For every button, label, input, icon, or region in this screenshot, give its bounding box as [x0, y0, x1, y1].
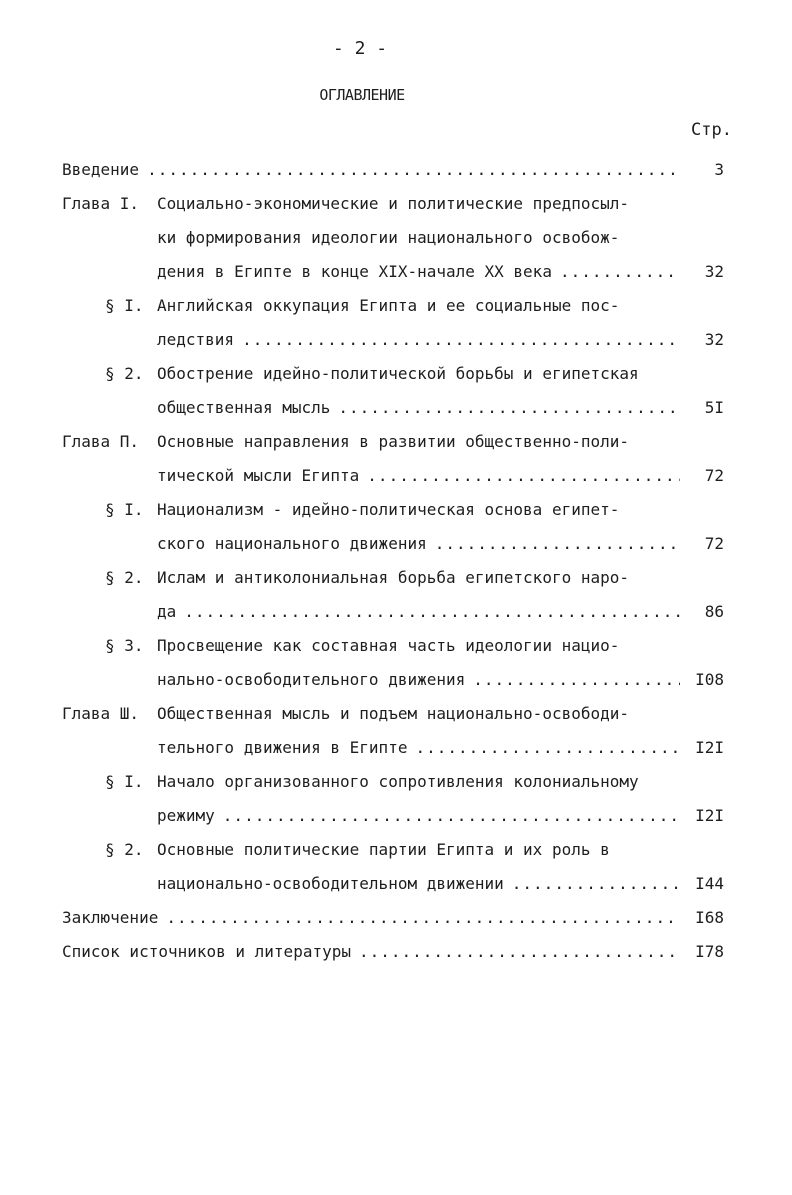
toc-page-number: 86 [704, 602, 724, 621]
dot-leader [367, 464, 680, 488]
toc-page-number: 3 [714, 160, 724, 179]
toc-line [0, 430, 724, 454]
page-number: - 2 - [332, 38, 388, 59]
toc-line [0, 668, 724, 692]
toc-page-number: I68 [695, 908, 724, 927]
toc-line [0, 192, 724, 216]
toc-line [0, 396, 724, 420]
chapter-label: Глава Ш. [62, 704, 140, 723]
toc-line [0, 294, 724, 318]
dot-leader [359, 940, 680, 964]
toc-line [0, 158, 724, 182]
toc-line [0, 260, 724, 284]
toc-page-number: I2I [695, 738, 724, 757]
toc-entry-text: Список источников и литературы [62, 942, 351, 961]
section-label: § 2. [105, 568, 144, 587]
toc-entry-text: Основные политические партии Египта и их роль в [157, 840, 610, 859]
toc-entry-text: национально-освободительном движении [157, 874, 504, 893]
dot-leader [473, 668, 680, 692]
toc-entry-text: Начало организованного сопротивления колониальному [157, 772, 639, 791]
toc-line [0, 226, 724, 250]
toc-heading: ОГЛАВЛЕНИЕ [319, 86, 405, 104]
toc-entry-text: Введение [62, 160, 140, 179]
toc-entry-text: Общественная мысль и подъем национально-освободи- [157, 704, 630, 723]
toc-entry-text: Национализм - идейно-политическая основа египет- [157, 500, 620, 519]
dot-leader [147, 158, 680, 182]
toc-entry-text: режиму [157, 806, 215, 825]
dot-leader [223, 804, 680, 828]
toc-line [0, 906, 724, 930]
toc-line [0, 498, 724, 522]
toc-entry-text: Заключение [62, 908, 159, 927]
toc-page-number: 32 [704, 330, 724, 349]
toc-entry-text: Ислам и антиколониальная борьба египетского наро- [157, 568, 630, 587]
toc-entry-text: Обострение идейно-политической борьбы и египетская [157, 364, 639, 383]
toc-entry-text: общественная мысль [157, 398, 331, 417]
toc-line [0, 328, 724, 352]
dot-leader [435, 532, 680, 556]
dot-leader [338, 396, 680, 420]
dot-leader [415, 736, 680, 760]
toc-page-number: I08 [695, 670, 724, 689]
toc-line [0, 600, 724, 624]
toc-line [0, 532, 724, 556]
toc-entry-text: ледствия [157, 330, 235, 349]
toc-page-number: I2I [695, 806, 724, 825]
toc-page-number: 32 [704, 262, 724, 281]
toc-entry-text: Просвещение как составная часть идеологии нацио- [157, 636, 620, 655]
toc-line [0, 804, 724, 828]
dot-leader [560, 260, 680, 284]
toc-page-number: 5I [704, 398, 724, 417]
toc-entry-text: Английская оккупация Египта и ее социальные пос- [157, 296, 620, 315]
section-label: § I. [105, 772, 144, 791]
toc-entry-text: дения в Египте в конце XIX-начале XX века [157, 262, 552, 281]
section-label: § I. [105, 500, 144, 519]
toc-entry-text: Социально-экономические и политические предпосыл- [157, 194, 630, 213]
toc-line [0, 940, 724, 964]
toc-line [0, 838, 724, 862]
toc-entry-text: тельного движения в Египте [157, 738, 408, 757]
section-label: § 3. [105, 636, 144, 655]
dot-leader [242, 328, 680, 352]
toc-entry-text: нально-освободительного движения [157, 670, 466, 689]
toc-line [0, 362, 724, 386]
toc-entry-text: ки формирования идеологии национального освобож- [157, 228, 620, 247]
toc-line [0, 872, 724, 896]
toc-line [0, 634, 724, 658]
toc-line [0, 770, 724, 794]
toc-line [0, 566, 724, 590]
chapter-label: Глава I. [62, 194, 140, 213]
dot-leader [184, 600, 680, 624]
page-column-label: Стр. [691, 120, 732, 140]
toc-page-number: I78 [695, 942, 724, 961]
toc-entry-text: да [157, 602, 177, 621]
toc-line [0, 702, 724, 726]
toc-page-number: 72 [704, 466, 724, 485]
toc-entry-text: Основные направления в развитии общественно-поли- [157, 432, 630, 451]
section-label: § 2. [105, 364, 144, 383]
toc-line [0, 736, 724, 760]
dot-leader [512, 872, 680, 896]
section-label: § I. [105, 296, 144, 315]
toc-page-number: I44 [695, 874, 724, 893]
toc-entry-text: ского национального движения [157, 534, 427, 553]
toc-page-number: 72 [704, 534, 724, 553]
toc-entry-text: тической мысли Египта [157, 466, 360, 485]
chapter-label: Глава П. [62, 432, 140, 451]
toc-line [0, 464, 724, 488]
dot-leader [166, 906, 680, 930]
section-label: § 2. [105, 840, 144, 859]
